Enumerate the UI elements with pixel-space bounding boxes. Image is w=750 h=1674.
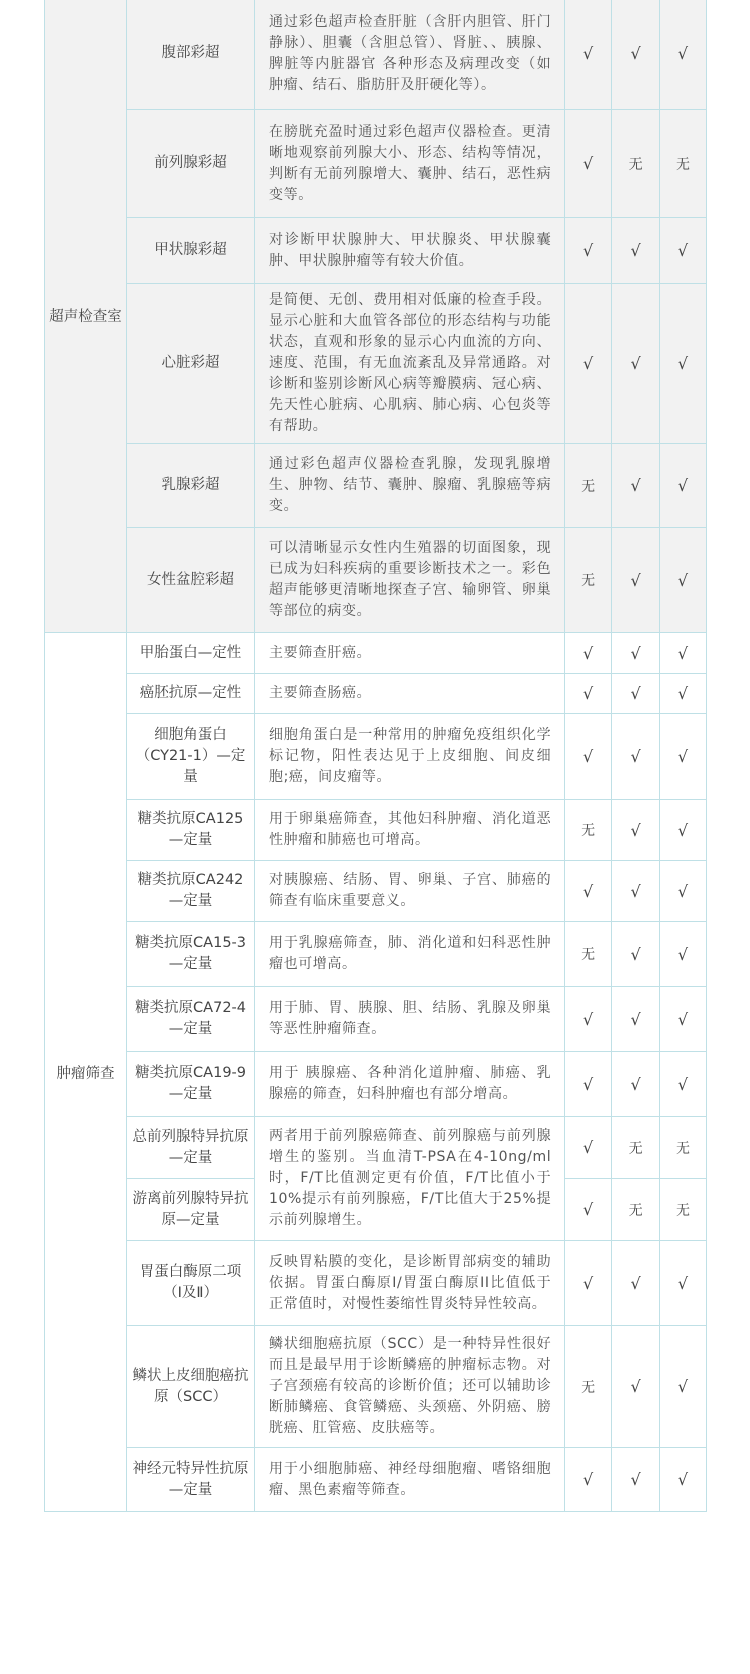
check-mark: √ [660,714,707,800]
item-name: 乳腺彩超 [127,444,255,528]
item-description: 用于乳腺癌筛查，肺、消化道和妇科恶性肿瘤也可增高。 [255,922,565,987]
check-mark: √ [565,110,612,218]
table-row [45,284,707,444]
item-name: 腹部彩超 [127,0,255,110]
check-mark: √ [612,1326,660,1448]
table-row [45,714,707,800]
item-description: 用于 胰腺癌、各种消化道肿瘤、肺癌、乳腺癌的筛查，妇科肿瘤也有部分增高。 [255,1052,565,1117]
item-description: 是简便、无创、费用相对低廉的检查手段。显示心脏和大血管各部位的形态结构与功能状态，直观和形象的显示心内血流的方向、速度、范围，有无血流紊乱及异常通路。对诊断和鉴别诊断风心病等瓣膜病、冠心病、先天性心脏病、心肌病、肺心病、心包炎等有帮助。 [255,284,565,444]
check-mark: √ [660,674,707,714]
check-mark: √ [612,714,660,800]
table-row [45,861,707,922]
check-mark: √ [612,987,660,1052]
check-mark: √ [612,861,660,922]
check-mark: √ [612,1241,660,1326]
table-row [45,1448,707,1512]
group-label: 肿瘤筛查 [45,633,127,1512]
not-included-mark: 无 [612,110,660,218]
check-mark: √ [565,987,612,1052]
item-name: 甲胎蛋白—定性 [127,633,255,674]
item-description: 用于小细胞肺癌、神经母细胞瘤、嗜铬细胞瘤、黑色素瘤等筛查。 [255,1448,565,1512]
check-mark: √ [660,922,707,987]
not-included-mark: 无 [660,1179,707,1241]
check-mark: √ [660,987,707,1052]
table-row [45,922,707,987]
check-mark: √ [660,284,707,444]
item-description: 在膀胱充盈时通过彩色超声仪器检查。更清晰地观察前列腺大小、形态、结构等情况，判断有无前列腺增大、囊肿、结石，恶性病变等。 [255,110,565,218]
item-description: 主要筛查肝癌。 [255,633,565,674]
group-label: 超声检查室 [45,0,127,633]
not-included-mark: 无 [660,1117,707,1179]
table-row [45,0,707,110]
check-mark: √ [565,218,612,284]
check-mark: √ [565,0,612,110]
item-name: 女性盆腔彩超 [127,528,255,633]
check-mark: √ [612,284,660,444]
table-row [45,110,707,218]
check-mark: √ [660,861,707,922]
table-row [45,1117,707,1179]
item-name: 鳞状上皮细胞癌抗原（SCC） [127,1326,255,1448]
check-mark: √ [612,800,660,861]
not-included-mark: 无 [565,528,612,633]
check-mark: √ [660,633,707,674]
check-mark: √ [565,1179,612,1241]
check-mark: √ [565,674,612,714]
check-mark: √ [660,218,707,284]
item-name: 糖类抗原CA125—定量 [127,800,255,861]
table-row [45,1326,707,1448]
item-name: 糖类抗原CA72-4—定量 [127,987,255,1052]
table-row [45,1241,707,1326]
item-name: 前列腺彩超 [127,110,255,218]
item-description: 细胞角蛋白是一种常用的肿瘤免疫组织化学标记物，阳性表达见于上皮细胞、间皮细胞;癌，间皮瘤等。 [255,714,565,800]
check-mark: √ [565,1448,612,1512]
check-mark: √ [660,1052,707,1117]
check-mark: √ [612,633,660,674]
table-row [45,633,707,674]
exam-items-table [44,0,707,1512]
check-mark: √ [565,714,612,800]
item-description: 鳞状细胞癌抗原（SCC）是一种特异性很好而且是最早用于诊断鳞癌的肿瘤标志物。对子宫颈癌有较高的诊断价值；还可以辅助诊断肺鳞癌、食管鳞癌、头颈癌、外阴癌、膀胱癌、肛管癌、皮肤癌等。 [255,1326,565,1448]
not-included-mark: 无 [660,110,707,218]
check-mark: √ [565,1052,612,1117]
item-description: 用于卵巢癌筛查，其他妇科肿瘤、消化道恶性肿瘤和肺癌也可增高。 [255,800,565,861]
item-name: 心脏彩超 [127,284,255,444]
check-mark: √ [612,1052,660,1117]
item-description: 对胰腺癌、结肠、胃、卵巢、子宫、肺癌的筛查有临床重要意义。 [255,861,565,922]
not-included-mark: 无 [565,1326,612,1448]
check-mark: √ [660,1448,707,1512]
not-included-mark: 无 [565,922,612,987]
item-name: 游离前列腺特异抗原—定量 [127,1179,255,1241]
check-mark: √ [612,444,660,528]
check-mark: √ [660,444,707,528]
item-name: 癌胚抗原—定性 [127,674,255,714]
table-row [45,987,707,1052]
check-mark: √ [660,0,707,110]
not-included-mark: 无 [612,1179,660,1241]
item-description: 对诊断甲状腺肿大、甲状腺炎、甲状腺囊肿、甲状腺肿瘤等有较大价值。 [255,218,565,284]
item-description: 通过彩色超声仪器检查乳腺，发现乳腺增生、肿物、结节、囊肿、腺瘤、乳腺癌等病变。 [255,444,565,528]
check-mark: √ [612,528,660,633]
item-description: 通过彩色超声检查肝脏（含肝内胆管、肝门静脉）、胆囊（含胆总管）、肾脏、、胰腺、脾脏等内脏器官 各种形态及病理改变（如肿瘤、结石、脂肪肝及肝硬化等）。 [255,0,565,110]
table-row [45,218,707,284]
check-mark: √ [612,674,660,714]
check-mark: √ [565,1241,612,1326]
table-row [45,528,707,633]
item-description: 两者用于前列腺癌筛查、前列腺癌与前列腺增生的鉴别。当血清T-PSA在4-10ng/ml时，F/T比值测定更有价值，F/T比值小于10%提示有前列腺癌，F/T比值大于25%提示前列腺增生。 [255,1117,565,1241]
item-name: 糖类抗原CA242—定量 [127,861,255,922]
item-name: 甲状腺彩超 [127,218,255,284]
check-mark: √ [660,800,707,861]
not-included-mark: 无 [565,444,612,528]
item-name: 糖类抗原CA19-9—定量 [127,1052,255,1117]
check-mark: √ [612,922,660,987]
check-mark: √ [565,1117,612,1179]
check-mark: √ [660,528,707,633]
item-name: 神经元特异性抗原—定量 [127,1448,255,1512]
check-mark: √ [565,861,612,922]
not-included-mark: 无 [612,1117,660,1179]
item-description: 用于肺、胃、胰腺、胆、结肠、乳腺及卵巢等恶性肿瘤筛查。 [255,987,565,1052]
check-mark: √ [565,284,612,444]
table-row [45,1052,707,1117]
check-mark: √ [612,1448,660,1512]
table-row [45,800,707,861]
item-name: 胃蛋白酶原二项（Ⅰ及Ⅱ） [127,1241,255,1326]
check-mark: √ [612,0,660,110]
item-name: 总前列腺特异抗原—定量 [127,1117,255,1179]
item-description: 主要筛查肠癌。 [255,674,565,714]
item-name: 糖类抗原CA15-3—定量 [127,922,255,987]
item-description: 可以清晰显示女性内生殖器的切面图象，现已成为妇科疾病的重要诊断技术之一。彩色超声能够更清晰地探查子宫、输卵管、卵巢等部位的病变。 [255,528,565,633]
check-mark: √ [660,1326,707,1448]
check-mark: √ [660,1241,707,1326]
item-name: 细胞角蛋白（CY21-1）—定量 [127,714,255,800]
item-description: 反映胃粘膜的变化，是诊断胃部病变的辅助依据。胃蛋白酶原I/胃蛋白酶原II比值低于正常值时，对慢性萎缩性胃炎特异性较高。 [255,1241,565,1326]
check-mark: √ [565,633,612,674]
not-included-mark: 无 [565,800,612,861]
table-row [45,444,707,528]
table-row [45,674,707,714]
check-mark: √ [612,218,660,284]
